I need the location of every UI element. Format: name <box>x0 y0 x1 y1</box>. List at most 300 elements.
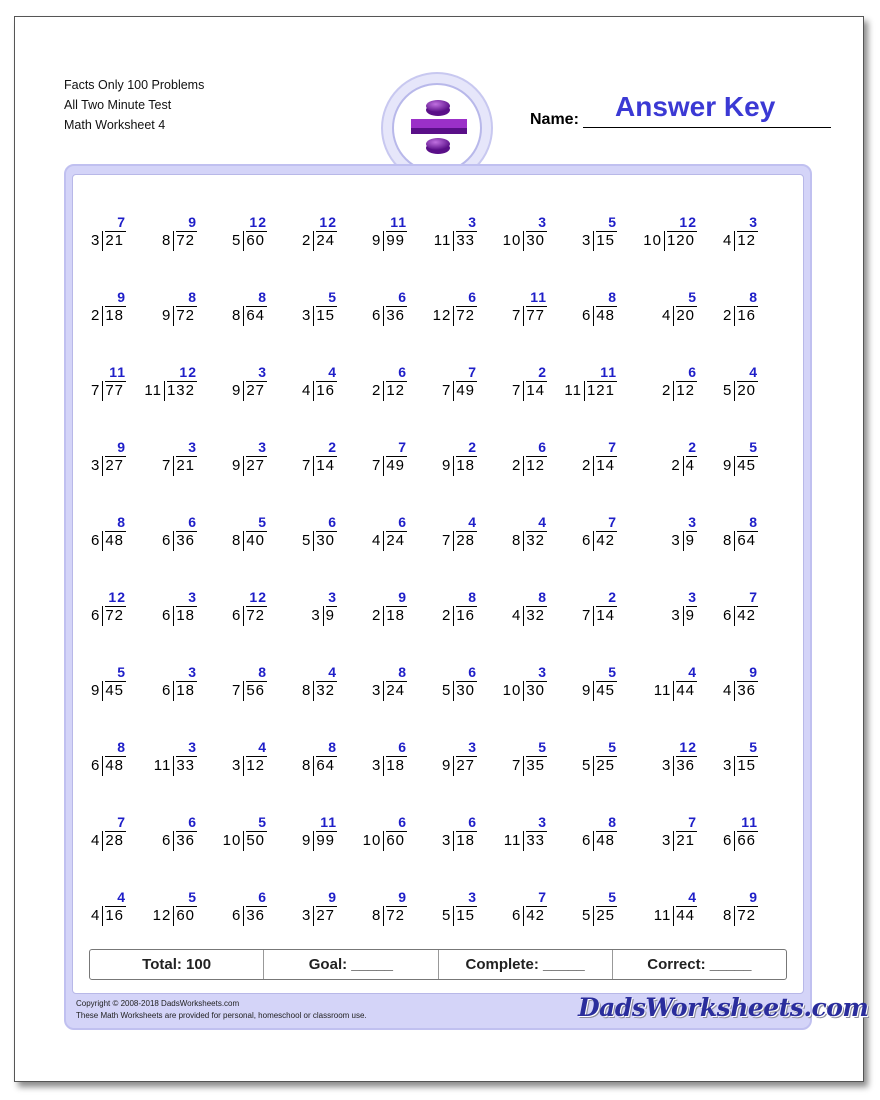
dividend: 30 <box>456 682 475 699</box>
divisor: 11 <box>434 231 455 251</box>
dividend: 12 <box>526 457 545 474</box>
divisor: 5 <box>442 906 454 926</box>
quotient-answer: 3 <box>688 514 697 530</box>
divisor: 2 <box>582 456 594 476</box>
divisor: 7 <box>232 681 244 701</box>
quotient-answer: 5 <box>608 214 617 230</box>
divisor: 6 <box>91 531 103 551</box>
dividend: 20 <box>737 382 756 399</box>
dividend: 9 <box>325 607 335 624</box>
quotient-answer: 9 <box>117 439 126 455</box>
dividend: 32 <box>526 607 545 624</box>
dividend: 42 <box>737 607 756 624</box>
division-sign-icon <box>394 85 480 171</box>
divisor: 6 <box>91 606 103 626</box>
dividend: 15 <box>737 757 756 774</box>
divisor: 10 <box>363 831 385 851</box>
division-problem <box>668 739 758 779</box>
dividend: 21 <box>105 232 124 249</box>
divisor: 2 <box>671 456 683 476</box>
quotient-answer: 4 <box>328 664 337 680</box>
quotient-answer: 6 <box>398 514 407 530</box>
dividend: 28 <box>105 832 124 849</box>
division-problem <box>668 514 758 554</box>
quotient-answer: 6 <box>688 364 697 380</box>
quotient-answer: 12 <box>679 739 697 755</box>
quotient-answer: 5 <box>258 814 267 830</box>
dividend: 14 <box>596 457 615 474</box>
divisor: 3 <box>442 831 454 851</box>
quotient-answer: 4 <box>688 664 697 680</box>
divisor: 3 <box>671 531 683 551</box>
dividend: 72 <box>386 907 405 924</box>
worksheet-subtitle: All Two Minute Test <box>64 98 172 112</box>
divisor: 4 <box>512 606 524 626</box>
divisor: 6 <box>162 831 174 851</box>
divisor: 4 <box>372 531 384 551</box>
divisor: 4 <box>91 831 103 851</box>
divisor: 6 <box>582 831 594 851</box>
dividend: 15 <box>596 232 615 249</box>
dividend: 33 <box>176 757 195 774</box>
dividend: 33 <box>456 232 475 249</box>
quotient-answer: 7 <box>688 814 697 830</box>
quotient-answer: 5 <box>538 739 547 755</box>
quotient-answer: 6 <box>538 439 547 455</box>
dividend: 25 <box>596 757 615 774</box>
dividend: 18 <box>456 457 475 474</box>
quotient-answer: 6 <box>258 889 267 905</box>
divisor: 3 <box>723 756 735 776</box>
divisor: 4 <box>723 681 735 701</box>
division-problem <box>527 214 617 254</box>
divisor: 6 <box>582 306 594 326</box>
dividend: 24 <box>316 232 335 249</box>
quotient-answer: 9 <box>117 289 126 305</box>
divisor: 9 <box>723 456 735 476</box>
worksheet-title: Facts Only 100 Problems <box>64 78 205 92</box>
quotient-answer: 6 <box>468 814 477 830</box>
dividend: 9 <box>685 607 695 624</box>
dividend: 48 <box>105 532 124 549</box>
dividend: 132 <box>166 382 195 399</box>
answer-key-label: Answer Key <box>615 91 776 122</box>
quotient-answer: 6 <box>468 289 477 305</box>
dividend: 49 <box>386 457 405 474</box>
dividend: 99 <box>316 832 335 849</box>
dividend: 15 <box>316 307 335 324</box>
quotient-answer: 5 <box>258 514 267 530</box>
quotient-answer: 12 <box>108 589 126 605</box>
quotient-answer: 3 <box>468 214 477 230</box>
goal-cell: Goal: _____ <box>264 950 438 979</box>
dividend: 18 <box>456 832 475 849</box>
dividend: 120 <box>666 232 695 249</box>
dividend: 48 <box>105 757 124 774</box>
dividend: 60 <box>386 832 405 849</box>
dividend: 72 <box>246 607 265 624</box>
divisor: 3 <box>91 231 103 251</box>
dividend: 16 <box>316 382 335 399</box>
worksheet-number: Math Worksheet 4 <box>64 118 166 132</box>
divisor: 11 <box>654 906 675 926</box>
dividend: 18 <box>176 682 195 699</box>
quotient-answer: 4 <box>258 739 267 755</box>
dividend: 72 <box>456 307 475 324</box>
quotient-answer: 3 <box>188 439 197 455</box>
divisor: 3 <box>302 306 314 326</box>
dividend: 77 <box>105 382 124 399</box>
quotient-answer: 5 <box>608 739 617 755</box>
dividend: 18 <box>386 757 405 774</box>
quotient-answer: 7 <box>398 439 407 455</box>
dividend: 24 <box>386 532 405 549</box>
quotient-answer: 3 <box>258 439 267 455</box>
dividend: 9 <box>685 532 695 549</box>
quotient-answer: 5 <box>608 889 617 905</box>
quotient-answer: 8 <box>188 289 197 305</box>
dividend: 72 <box>176 232 195 249</box>
divisor: 7 <box>302 456 314 476</box>
dividend: 72 <box>176 307 195 324</box>
division-problem <box>527 364 617 404</box>
correct-cell: Correct: _____ <box>647 956 752 973</box>
divisor: 8 <box>512 531 524 551</box>
dividend: 36 <box>246 907 265 924</box>
quotient-answer: 3 <box>188 664 197 680</box>
dividend: 21 <box>176 457 195 474</box>
quotient-answer: 5 <box>749 739 758 755</box>
quotient-answer: 12 <box>249 589 267 605</box>
division-problem <box>527 439 617 479</box>
quotient-answer: 3 <box>688 589 697 605</box>
divisor: 11 <box>564 381 585 401</box>
total-cell: Total: 100 <box>90 950 264 979</box>
divisor: 6 <box>723 831 735 851</box>
divisor: 3 <box>372 681 384 701</box>
divisor: 3 <box>662 831 674 851</box>
quotient-answer: 6 <box>398 739 407 755</box>
quotient-answer: 2 <box>468 439 477 455</box>
dividend: 44 <box>676 907 695 924</box>
divisor: 5 <box>232 231 244 251</box>
divisor: 7 <box>442 381 454 401</box>
divisor: 9 <box>442 456 454 476</box>
dividend: 16 <box>105 907 124 924</box>
divisor: 11 <box>654 681 675 701</box>
name-label: Name: <box>530 111 579 128</box>
usage-notice: These Math Worksheets are provided for personal, homeschool or classroom use. <box>76 1011 367 1020</box>
divisor: 7 <box>442 531 454 551</box>
divisor: 5 <box>582 906 594 926</box>
quotient-answer: 12 <box>319 214 337 230</box>
brand-logo: DadsWorksheets.com <box>578 993 869 1022</box>
quotient-answer: 3 <box>188 589 197 605</box>
division-problem <box>668 889 758 929</box>
quotient-answer: 3 <box>749 214 758 230</box>
quotient-answer: 11 <box>741 814 758 830</box>
quotient-answer: 6 <box>188 514 197 530</box>
dividend: 45 <box>105 682 124 699</box>
quotient-answer: 8 <box>117 739 126 755</box>
divisor: 7 <box>372 456 384 476</box>
divisor: 9 <box>162 306 174 326</box>
divisor: 3 <box>582 231 594 251</box>
divisor: 5 <box>302 531 314 551</box>
division-problem <box>668 589 758 629</box>
divisor: 7 <box>512 381 524 401</box>
quotient-answer: 11 <box>390 214 407 230</box>
quotient-answer: 8 <box>468 589 477 605</box>
dividend: 18 <box>386 607 405 624</box>
dividend: 77 <box>526 307 545 324</box>
dividend: 33 <box>526 832 545 849</box>
quotient-answer: 9 <box>749 889 758 905</box>
divisor: 2 <box>372 381 384 401</box>
division-problem <box>668 214 758 254</box>
quotient-answer: 9 <box>188 214 197 230</box>
quotient-answer: 4 <box>117 889 126 905</box>
divisor: 3 <box>232 756 244 776</box>
dividend: 14 <box>526 382 545 399</box>
dividend: 16 <box>456 607 475 624</box>
dividend: 36 <box>176 832 195 849</box>
quotient-answer: 5 <box>608 664 617 680</box>
divisor: 6 <box>91 756 103 776</box>
dividend: 27 <box>105 457 124 474</box>
quotient-answer: 7 <box>608 439 617 455</box>
divisor: 8 <box>232 306 244 326</box>
quotient-answer: 7 <box>538 889 547 905</box>
quotient-answer: 11 <box>109 364 126 380</box>
quotient-answer: 3 <box>258 364 267 380</box>
divisor: 9 <box>582 681 594 701</box>
division-problem <box>527 739 617 779</box>
quotient-answer: 2 <box>538 364 547 380</box>
divisor: 9 <box>372 231 384 251</box>
divisor: 9 <box>232 456 244 476</box>
quotient-answer: 6 <box>328 514 337 530</box>
divisor: 4 <box>723 231 735 251</box>
dividend: 42 <box>596 532 615 549</box>
dividend: 27 <box>456 757 475 774</box>
dividend: 16 <box>737 307 756 324</box>
divisor: 4 <box>662 306 674 326</box>
divisor: 3 <box>91 456 103 476</box>
divisor: 5 <box>582 756 594 776</box>
divisor: 2 <box>302 231 314 251</box>
quotient-answer: 7 <box>468 364 477 380</box>
quotient-answer: 8 <box>398 664 407 680</box>
complete-cell: Complete: _____ <box>439 950 613 979</box>
dividend: 27 <box>246 382 265 399</box>
dividend: 12 <box>676 382 695 399</box>
divisor: 4 <box>91 906 103 926</box>
quotient-answer: 4 <box>688 889 697 905</box>
divisor: 6 <box>512 906 524 926</box>
dividend: 99 <box>386 232 405 249</box>
dividend: 12 <box>737 232 756 249</box>
divisor: 6 <box>162 606 174 626</box>
dividend: 4 <box>685 457 695 474</box>
divisor: 10 <box>503 681 525 701</box>
division-problem <box>527 514 617 554</box>
quotient-answer: 12 <box>679 214 697 230</box>
quotient-answer: 3 <box>188 739 197 755</box>
dividend: 42 <box>526 907 545 924</box>
quotient-answer: 8 <box>749 289 758 305</box>
divisor: 8 <box>723 906 735 926</box>
divisor: 2 <box>372 606 384 626</box>
divisor: 10 <box>223 831 245 851</box>
summary-bar <box>89 949 787 980</box>
dividend: 30 <box>316 532 335 549</box>
quotient-answer: 2 <box>328 439 337 455</box>
quotient-answer: 2 <box>608 589 617 605</box>
divisor: 5 <box>442 681 454 701</box>
dividend: 60 <box>246 232 265 249</box>
quotient-answer: 9 <box>398 589 407 605</box>
divisor: 7 <box>162 456 174 476</box>
quotient-answer: 5 <box>688 289 697 305</box>
divisor: 4 <box>302 381 314 401</box>
quotient-answer: 7 <box>608 514 617 530</box>
divisor: 3 <box>372 756 384 776</box>
divisor: 2 <box>91 306 103 326</box>
division-problem <box>668 814 758 854</box>
copyright-text: Copyright © 2008-2018 DadsWorksheets.com <box>76 999 240 1008</box>
divisor: 7 <box>512 756 524 776</box>
division-problem <box>527 589 617 629</box>
dividend: 14 <box>316 457 335 474</box>
divisor: 11 <box>144 381 165 401</box>
dividend: 18 <box>105 307 124 324</box>
divisor: 8 <box>162 231 174 251</box>
quotient-answer: 8 <box>608 814 617 830</box>
dividend: 49 <box>456 382 475 399</box>
quotient-answer: 5 <box>328 289 337 305</box>
quotient-answer: 3 <box>538 214 547 230</box>
copyright-notice <box>76 998 367 1022</box>
divisor: 11 <box>154 756 175 776</box>
quotient-answer: 7 <box>749 589 758 605</box>
division-problem <box>668 439 758 479</box>
divisor: 6 <box>162 681 174 701</box>
quotient-answer: 9 <box>328 889 337 905</box>
dividend: 18 <box>176 607 195 624</box>
quotient-answer: 5 <box>117 664 126 680</box>
quotient-answer: 8 <box>749 514 758 530</box>
quotient-answer: 12 <box>249 214 267 230</box>
divisor: 8 <box>723 531 735 551</box>
dividend: 27 <box>246 457 265 474</box>
division-problem <box>527 889 617 929</box>
dividend: 28 <box>456 532 475 549</box>
dividend: 14 <box>596 607 615 624</box>
divisor: 7 <box>582 606 594 626</box>
quotient-answer: 6 <box>188 814 197 830</box>
quotient-answer: 8 <box>538 589 547 605</box>
quotient-answer: 9 <box>398 889 407 905</box>
quotient-answer: 8 <box>258 289 267 305</box>
quotient-answer: 4 <box>538 514 547 530</box>
quotient-answer: 3 <box>328 589 337 605</box>
dividend: 64 <box>316 757 335 774</box>
division-problem <box>527 289 617 329</box>
divisor: 9 <box>232 381 244 401</box>
dividend: 15 <box>456 907 475 924</box>
divisor: 3 <box>671 606 683 626</box>
divisor: 3 <box>311 606 323 626</box>
dividend: 20 <box>676 307 695 324</box>
quotient-answer: 12 <box>179 364 197 380</box>
dividend: 27 <box>316 907 335 924</box>
dividend: 121 <box>586 382 615 399</box>
dividend: 36 <box>737 682 756 699</box>
divisor: 2 <box>662 381 674 401</box>
dividend: 30 <box>526 232 545 249</box>
dividend: 21 <box>676 832 695 849</box>
divisor: 3 <box>302 906 314 926</box>
divisor: 7 <box>512 306 524 326</box>
quotient-answer: 3 <box>468 739 477 755</box>
dividend: 25 <box>596 907 615 924</box>
dividend: 60 <box>176 907 195 924</box>
quotient-answer: 6 <box>398 364 407 380</box>
dividend: 44 <box>676 682 695 699</box>
quotient-answer: 8 <box>117 514 126 530</box>
dividend: 50 <box>246 832 265 849</box>
quotient-answer: 11 <box>600 364 617 380</box>
divisor: 9 <box>302 831 314 851</box>
quotient-answer: 7 <box>117 814 126 830</box>
divisor: 10 <box>503 231 525 251</box>
quotient-answer: 9 <box>749 664 758 680</box>
quotient-answer: 2 <box>688 439 697 455</box>
dividend: 64 <box>246 307 265 324</box>
divisor: 5 <box>723 381 735 401</box>
divisor: 6 <box>232 606 244 626</box>
dividend: 32 <box>526 532 545 549</box>
divisor: 2 <box>512 456 524 476</box>
dividend: 72 <box>105 607 124 624</box>
dividend: 48 <box>596 832 615 849</box>
divisor: 2 <box>723 306 735 326</box>
division-problem <box>668 664 758 704</box>
quotient-answer: 7 <box>117 214 126 230</box>
divisor: 12 <box>153 906 175 926</box>
divisor: 6 <box>582 531 594 551</box>
quotient-answer: 8 <box>328 739 337 755</box>
dividend: 24 <box>386 682 405 699</box>
dividend: 36 <box>176 532 195 549</box>
divisor: 8 <box>302 681 314 701</box>
dividend: 48 <box>596 307 615 324</box>
divisor: 6 <box>723 606 735 626</box>
dividend: 40 <box>246 532 265 549</box>
divisor: 8 <box>302 756 314 776</box>
quotient-answer: 8 <box>608 289 617 305</box>
quotient-answer: 6 <box>398 814 407 830</box>
quotient-answer: 8 <box>258 664 267 680</box>
dividend: 66 <box>737 832 756 849</box>
dividend: 30 <box>526 682 545 699</box>
dividend: 45 <box>737 457 756 474</box>
dividend: 36 <box>386 307 405 324</box>
divisor: 6 <box>372 306 384 326</box>
divisor: 9 <box>91 681 103 701</box>
dividend: 35 <box>526 757 545 774</box>
